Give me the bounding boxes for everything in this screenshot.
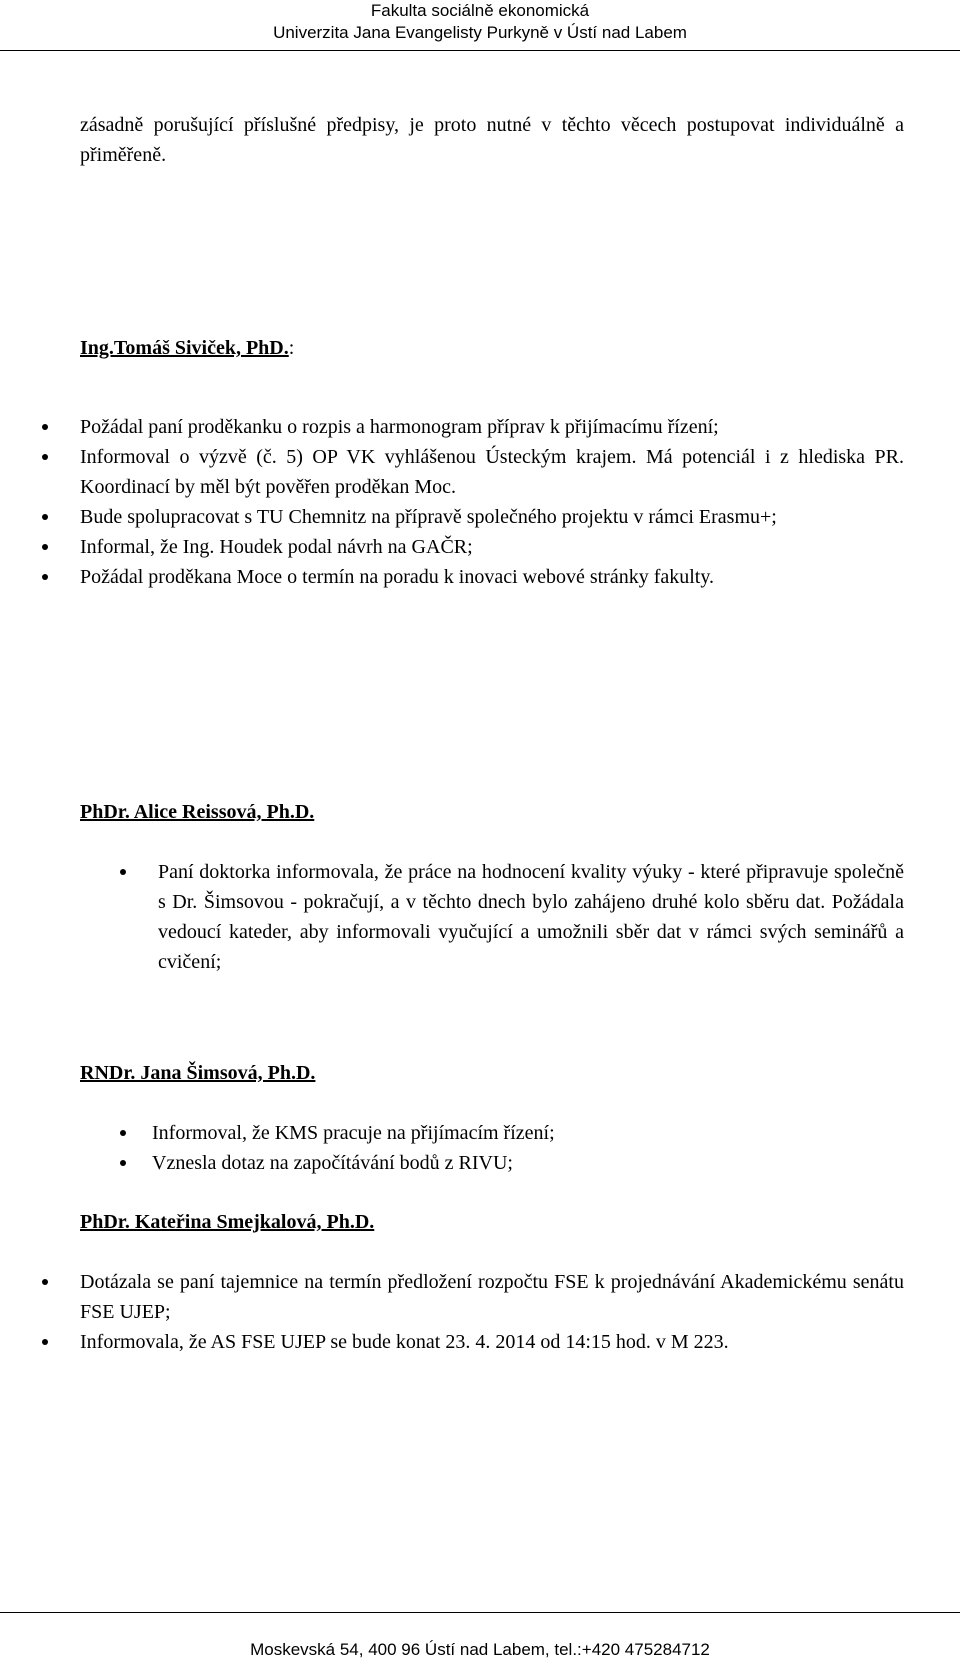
bullet-icon (120, 1130, 126, 1136)
bullet-icon (42, 574, 48, 580)
section4-heading-line (80, 1207, 960, 1237)
bullet-icon (120, 869, 126, 875)
section2-heading-line (80, 797, 960, 827)
page-header (0, 0, 960, 44)
section1-heading-colon: : (288, 337, 295, 359)
section4-heading: PhDr. Kateřina Smejkalová, Ph.D. (80, 1211, 375, 1233)
section1-heading-line (80, 333, 960, 363)
faculty-name: Fakulta sociálně ekonomická (370, 1, 590, 20)
list-item: Informovala, že AS FSE UJEP se bude konat 23. 4. 2014 od 14:15 hod. v M 223. (80, 1327, 904, 1357)
bullet-icon (42, 544, 48, 550)
section1-heading: Ing.Tomáš Siviček, PhD. (80, 337, 289, 359)
university-name: Univerzita Jana Evangelisty Purkyně v Ústí nad Labem (273, 23, 687, 42)
section3-heading-line (80, 1058, 960, 1088)
section3-list (152, 1118, 904, 1178)
bullet-icon (120, 1160, 126, 1166)
section1-list (80, 412, 904, 592)
section3-heading: RNDr. Jana Šimsová, Ph.D. (80, 1062, 316, 1084)
list-item: Požádal paní proděkanku o rozpis a harmonogram příprav k přijímacímu řízení; (80, 412, 904, 442)
intro-paragraph: zásadně porušující příslušné předpisy, je proto nutné v těchto věcech postupovat individuálně a přiměřeně. (80, 114, 904, 166)
list-item: Bude spolupracovat s TU Chemnitz na přípravě společného projektu v rámci Erasmu+; (80, 502, 904, 532)
header-divider (0, 50, 960, 51)
page-footer: Moskevská 54, 400 96 Ústí nad Labem, tel.:+420 475284712 (250, 1640, 710, 1659)
section2-list (158, 857, 904, 977)
bullet-icon (42, 424, 48, 430)
section4-list (80, 1267, 904, 1357)
list-item: Informoval, že KMS pracuje na přijímacím řízení; (152, 1118, 904, 1148)
section2-heading: PhDr. Alice Reissová, Ph.D. (80, 801, 315, 823)
list-item: Informal, že Ing. Houdek podal návrh na GAČR; (80, 532, 904, 562)
list-item: Paní doktorka informovala, že práce na hodnocení kvality výuky - které připravuje společně s Dr. Šimsovou - pokračují, a v těchto dnech bylo zahájeno druhé kolo sběru dat. Požádala vedoucí kateder, aby informovali vyučující a umožnili sběr dat v rámci svých seminářů a cvičení; (158, 857, 904, 977)
bullet-icon (42, 1339, 48, 1345)
bullet-icon (42, 454, 48, 460)
bullet-icon (42, 514, 48, 520)
bullet-icon (42, 1279, 48, 1285)
list-item: Vznesla dotaz na započítávání bodů z RIVU; (152, 1148, 904, 1178)
list-item: Informoval o výzvě (č. 5) OP VK vyhlášenou Ústeckým krajem. Má potenciál i z hlediska PR. Koordinací by měl být pověřen proděkan Moc. (80, 442, 904, 502)
list-item: Dotázala se paní tajemnice na termín předložení rozpočtu FSE k projednávání Akademickému senátu FSE UJEP; (80, 1267, 904, 1327)
list-item: Požádal proděkana Moce o termín na poradu k inovaci webové stránky fakulty. (80, 562, 904, 592)
footer-divider (0, 1612, 960, 1613)
